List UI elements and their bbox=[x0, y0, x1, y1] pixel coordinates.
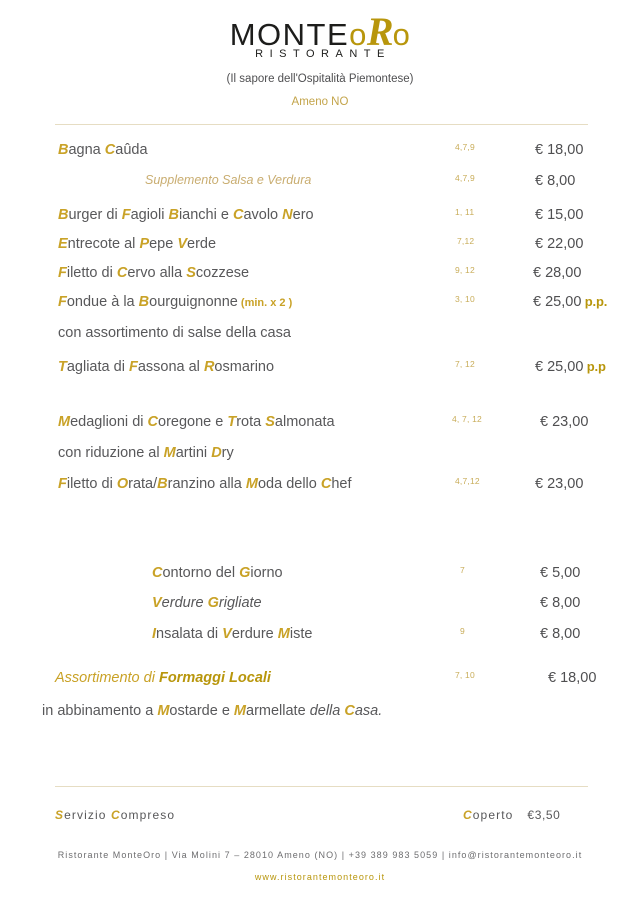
menu-item-name: Medaglioni di Coregone e Trota Salmonata bbox=[58, 414, 335, 430]
gold-initial: B bbox=[138, 294, 150, 310]
gold-initial: N bbox=[282, 207, 293, 223]
gold-initial: F bbox=[121, 207, 131, 223]
menu-item-row bbox=[0, 173, 640, 197]
menu-item-name: Contorno del Giorno bbox=[152, 565, 283, 581]
menu-item-name: in abbinamento a Mostarde e Marmellate della Casa. bbox=[42, 703, 383, 719]
logo-text-monte: MONTE bbox=[229, 17, 350, 52]
menu-item-name: Insalata di Verdure Miste bbox=[152, 626, 313, 642]
gold-initial: O bbox=[116, 476, 129, 492]
menu-item-row bbox=[0, 626, 640, 650]
gold-initial: C bbox=[152, 565, 163, 581]
menu-item-row bbox=[0, 445, 640, 469]
gold-initial: C bbox=[232, 207, 244, 223]
logo-o-pre: o bbox=[349, 17, 367, 52]
gold-initial: F bbox=[128, 359, 138, 375]
footer-website-link[interactable]: www.ristorantemonteoro.it bbox=[254, 872, 386, 882]
menu-item-price: € 23,00 bbox=[540, 414, 589, 430]
header-tagline: (Il sapore dell'Ospitalità Piemontese) bbox=[226, 73, 414, 85]
menu-item-row bbox=[0, 703, 640, 727]
gold-initial: S bbox=[186, 265, 196, 281]
gold-initial: T bbox=[58, 359, 67, 375]
gold-initial: M bbox=[58, 414, 71, 430]
gold-initial: C bbox=[147, 414, 158, 430]
gold-initial: R bbox=[203, 359, 215, 375]
logo-text-oro bbox=[349, 9, 411, 54]
menu-item-row bbox=[0, 325, 640, 349]
menu-item-price: € 18,00 bbox=[548, 670, 597, 686]
gold-initial: B bbox=[168, 207, 179, 223]
menu-item-price: € 8,00 bbox=[535, 173, 576, 189]
menu-item-name: Bagna Caûda bbox=[58, 142, 148, 158]
menu-item-price: € 8,00 bbox=[540, 595, 581, 611]
menu-item-name: con riduzione al Martini Dry bbox=[58, 445, 234, 461]
menu-item-price: € 28,00 bbox=[533, 265, 582, 281]
gold-initial: F bbox=[58, 294, 67, 310]
menu-item-price: € 25,00 p.p. bbox=[533, 294, 608, 310]
gold-initial: E bbox=[58, 236, 68, 252]
gold-initial: C bbox=[116, 265, 128, 281]
menu-item-row bbox=[0, 565, 640, 589]
gold-initial: M bbox=[157, 703, 170, 719]
menu-item-name: con assortimento di salse della casa bbox=[58, 325, 291, 341]
menu-item-row bbox=[0, 294, 640, 318]
menu-item-price: € 18,00 bbox=[535, 142, 584, 158]
menu-item-row bbox=[0, 359, 640, 383]
gold-initial: V bbox=[152, 595, 162, 611]
allergen-codes: 4,7,9 bbox=[455, 173, 475, 183]
gold-initial: C bbox=[344, 703, 355, 719]
gold-initial: C bbox=[320, 476, 332, 492]
servizio-compreso-label: Servizio Compreso bbox=[55, 808, 176, 822]
menu-item-name bbox=[55, 670, 271, 686]
gold-initial: F bbox=[58, 265, 67, 281]
menu-item-name: Entrecote al Pepe Verde bbox=[58, 236, 217, 252]
allergen-codes: 1, 11 bbox=[455, 207, 475, 217]
cheese-sub-tail: della Casa. bbox=[309, 703, 383, 719]
gold-initial: G bbox=[239, 565, 251, 581]
gold-initial: B bbox=[58, 142, 69, 158]
price-per-person-suffix: p.p bbox=[583, 359, 606, 374]
gold-initial: V bbox=[222, 626, 232, 642]
menu-item-price: € 25,00 p.p bbox=[535, 359, 606, 375]
footer-divider bbox=[55, 786, 588, 787]
menu-item-row bbox=[0, 476, 640, 500]
gold-initial: M bbox=[163, 445, 176, 461]
gold-initial: C bbox=[110, 808, 121, 822]
allergen-codes: 3, 10 bbox=[455, 294, 475, 304]
menu-item-name: Tagliata di Fassona al Rosmarino bbox=[58, 359, 275, 375]
gold-initial: M bbox=[245, 476, 258, 492]
gold-initial: C bbox=[463, 808, 473, 822]
menu-item-name: Burger di Fagioli Bianchi e Cavolo Nero bbox=[58, 207, 314, 223]
menu-item-row bbox=[0, 207, 640, 231]
allergen-codes: 7, 10 bbox=[455, 670, 475, 680]
footer-service-row bbox=[0, 808, 640, 822]
allergen-codes: 9 bbox=[460, 626, 465, 636]
gold-initial: T bbox=[227, 414, 237, 430]
gold-initial: C bbox=[104, 142, 116, 158]
gold-initial: G bbox=[207, 595, 219, 611]
cheese-prefix: Assortimento di bbox=[55, 670, 159, 686]
menu-item-name: Filetto di Cervo alla Scozzese bbox=[58, 265, 250, 281]
menu-item-row bbox=[0, 670, 640, 694]
menu-header bbox=[0, 0, 640, 108]
gold-initial: S bbox=[265, 414, 275, 430]
price-per-person-suffix: p.p. bbox=[581, 294, 608, 309]
menu-item-note: (min. x 2 ) bbox=[237, 297, 293, 309]
menu-item-price: € 8,00 bbox=[540, 626, 581, 642]
menu-item-price: € 23,00 bbox=[535, 476, 584, 492]
logo-subtitle-ristorante: RISTORANTE bbox=[255, 48, 391, 60]
menu-item-name: Supplemento Salsa e Verdura bbox=[145, 173, 312, 187]
menu-item-row bbox=[0, 595, 640, 619]
menu-item-row bbox=[0, 265, 640, 289]
menu-item-price: € 22,00 bbox=[535, 236, 584, 252]
menu-item-name: Verdure Grigliate bbox=[152, 595, 262, 611]
gold-initial: B bbox=[157, 476, 168, 492]
menu-item-row bbox=[0, 236, 640, 260]
menu-item-price: € 5,00 bbox=[540, 565, 581, 581]
allergen-codes: 7, 12 bbox=[455, 359, 475, 369]
menu-item-row bbox=[0, 414, 640, 438]
gold-initial: S bbox=[55, 808, 65, 822]
coperto-group bbox=[463, 808, 560, 822]
allergen-codes: 4,7,9 bbox=[455, 142, 475, 152]
allergen-codes: 7 bbox=[460, 565, 465, 575]
gold-initial: D bbox=[211, 445, 222, 461]
coperto-label: Coperto bbox=[463, 808, 514, 822]
menu-item-name: Fondue à la Bourguignonne (min. x 2 ) bbox=[58, 294, 293, 310]
logo-r-glyph: R bbox=[366, 9, 393, 54]
menu-item-row bbox=[0, 142, 640, 166]
menu-item-name: Filetto di Orata/Branzino alla Moda dello Chef bbox=[58, 476, 352, 492]
menu-item-price: € 15,00 bbox=[535, 207, 584, 223]
coperto-value: €3,50 bbox=[527, 808, 561, 822]
gold-initial: V bbox=[177, 236, 188, 252]
logo-o-post: o bbox=[392, 17, 411, 52]
gold-initial: P bbox=[139, 236, 150, 252]
allergen-codes: 4, 7, 12 bbox=[452, 414, 482, 424]
header-divider bbox=[55, 124, 588, 125]
allergen-codes: 9, 12 bbox=[455, 265, 475, 275]
allergen-codes: 7,12 bbox=[457, 236, 475, 246]
header-city: Ameno NO bbox=[291, 96, 349, 108]
allergen-codes: 4,7,12 bbox=[455, 476, 480, 486]
gold-initial: M bbox=[277, 626, 290, 642]
gold-initial: I bbox=[152, 626, 157, 642]
gold-initial: B bbox=[58, 207, 69, 223]
footer-contact-line: Ristorante MonteOro | Via Molini 7 – 28010 Ameno (NO) | +39 389 983 5059 | info@ristorantemonteoro.it bbox=[57, 850, 583, 860]
gold-initial: M bbox=[233, 703, 247, 719]
gold-initial: F bbox=[58, 476, 67, 492]
cheese-title: Formaggi Locali bbox=[158, 670, 271, 686]
